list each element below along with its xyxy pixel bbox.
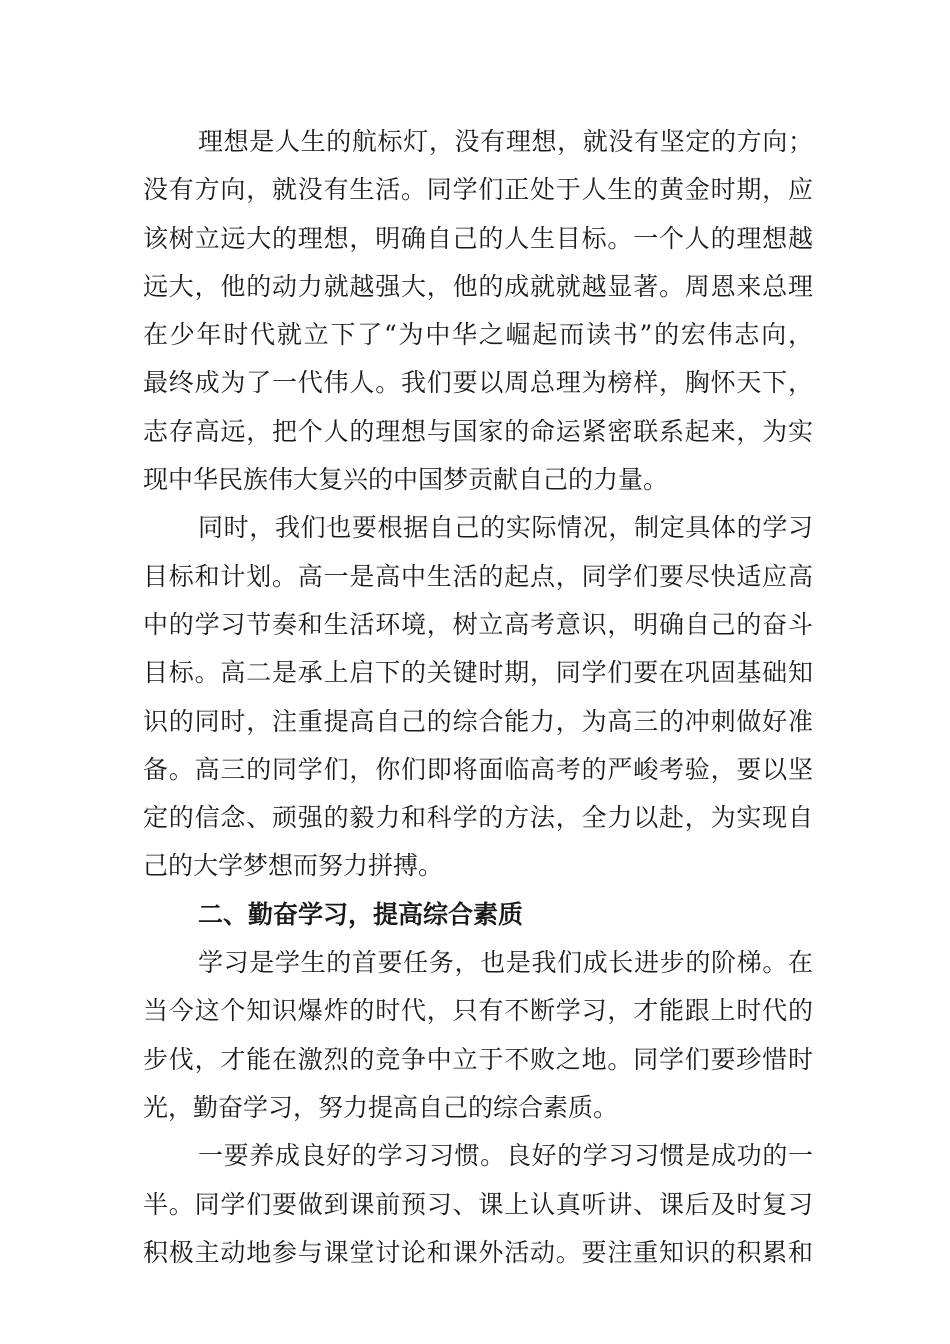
paragraph-line: 一要养成良好的学习习惯。良好的学习习惯是成功的一 — [198, 1141, 813, 1171]
paragraph-line: 步伐，才能在激烈的竞争中立于不败之地。同学们要珍惜时 — [143, 1044, 813, 1074]
paragraph-line: 备。高三的同学们，你们即将面临高考的严峻考验，要以坚 — [143, 754, 813, 784]
section-heading: 二、勤奋学习，提高综合素质 — [198, 899, 524, 929]
paragraph-line: 志存高远，把个人的理想与国家的命运紧密联系起来，为实 — [143, 416, 813, 446]
paragraph-line: 理想是人生的航标灯，没有理想，就没有坚定的方向； — [198, 127, 813, 156]
paragraph-line: 光，勤奋学习，努力提高自己的综合素质。 — [143, 1092, 619, 1122]
paragraph-line: 半。同学们要做到课前预习、课上认真听讲、课后及时复习 — [143, 1189, 813, 1219]
paragraph-line: 定的信念、顽强的毅力和科学的方法，全力以赴，为实现自 — [143, 803, 813, 833]
document-body — [143, 118, 813, 1277]
paragraph-line: 该树立远大的理想，明确自己的人生目标。一个人的理想越 — [143, 223, 813, 253]
paragraph-line: 中的学习节奏和生活环境，树立高考意识，明确自己的奋斗 — [143, 609, 813, 639]
paragraph-line: 远大，他的动力就越强大，他的成就就越显著。周恩来总理 — [143, 271, 813, 301]
paragraph-line: 没有方向，就没有生活。同学们正处于人生的黄金时期，应 — [143, 175, 813, 205]
paragraph-line: 目标。高二是承上启下的关键时期，同学们要在巩固基础知 — [143, 658, 813, 688]
paragraph-line: 识的同时，注重提高自己的综合能力，为高三的冲刺做好准 — [143, 706, 813, 736]
paragraph-line: 学习是学生的首要任务，也是我们成长进步的阶梯。在 — [198, 948, 813, 978]
paragraph-line: 最终成为了一代伟人。我们要以周总理为榜样，胸怀天下， — [143, 368, 813, 398]
paragraph-study-task — [143, 939, 813, 1132]
paragraph-line: 积极主动地参与课堂讨论和课外活动。要注重知识的积累和 — [143, 1237, 813, 1267]
paragraph-line: 同时，我们也要根据自己的实际情况，制定具体的学习 — [198, 513, 813, 543]
paragraph-line: 当今这个知识爆炸的时代，只有不断学习，才能跟上时代的 — [143, 996, 813, 1026]
paragraph-goals — [143, 504, 813, 890]
paragraph-line: 在少年时代就立下了“为中华之崛起而读书”的宏伟志向， — [143, 320, 813, 350]
paragraph-study-habits — [143, 1132, 813, 1277]
paragraph-line: 目标和计划。高一是高中生活的起点，同学们要尽快适应高 — [143, 561, 813, 591]
paragraph-line: 现中华民族伟大复兴的中国梦贡献自己的力量。 — [143, 465, 669, 495]
paragraph-ideals — [143, 118, 813, 504]
paragraph-line: 己的大学梦想而努力拼搏。 — [143, 851, 444, 881]
